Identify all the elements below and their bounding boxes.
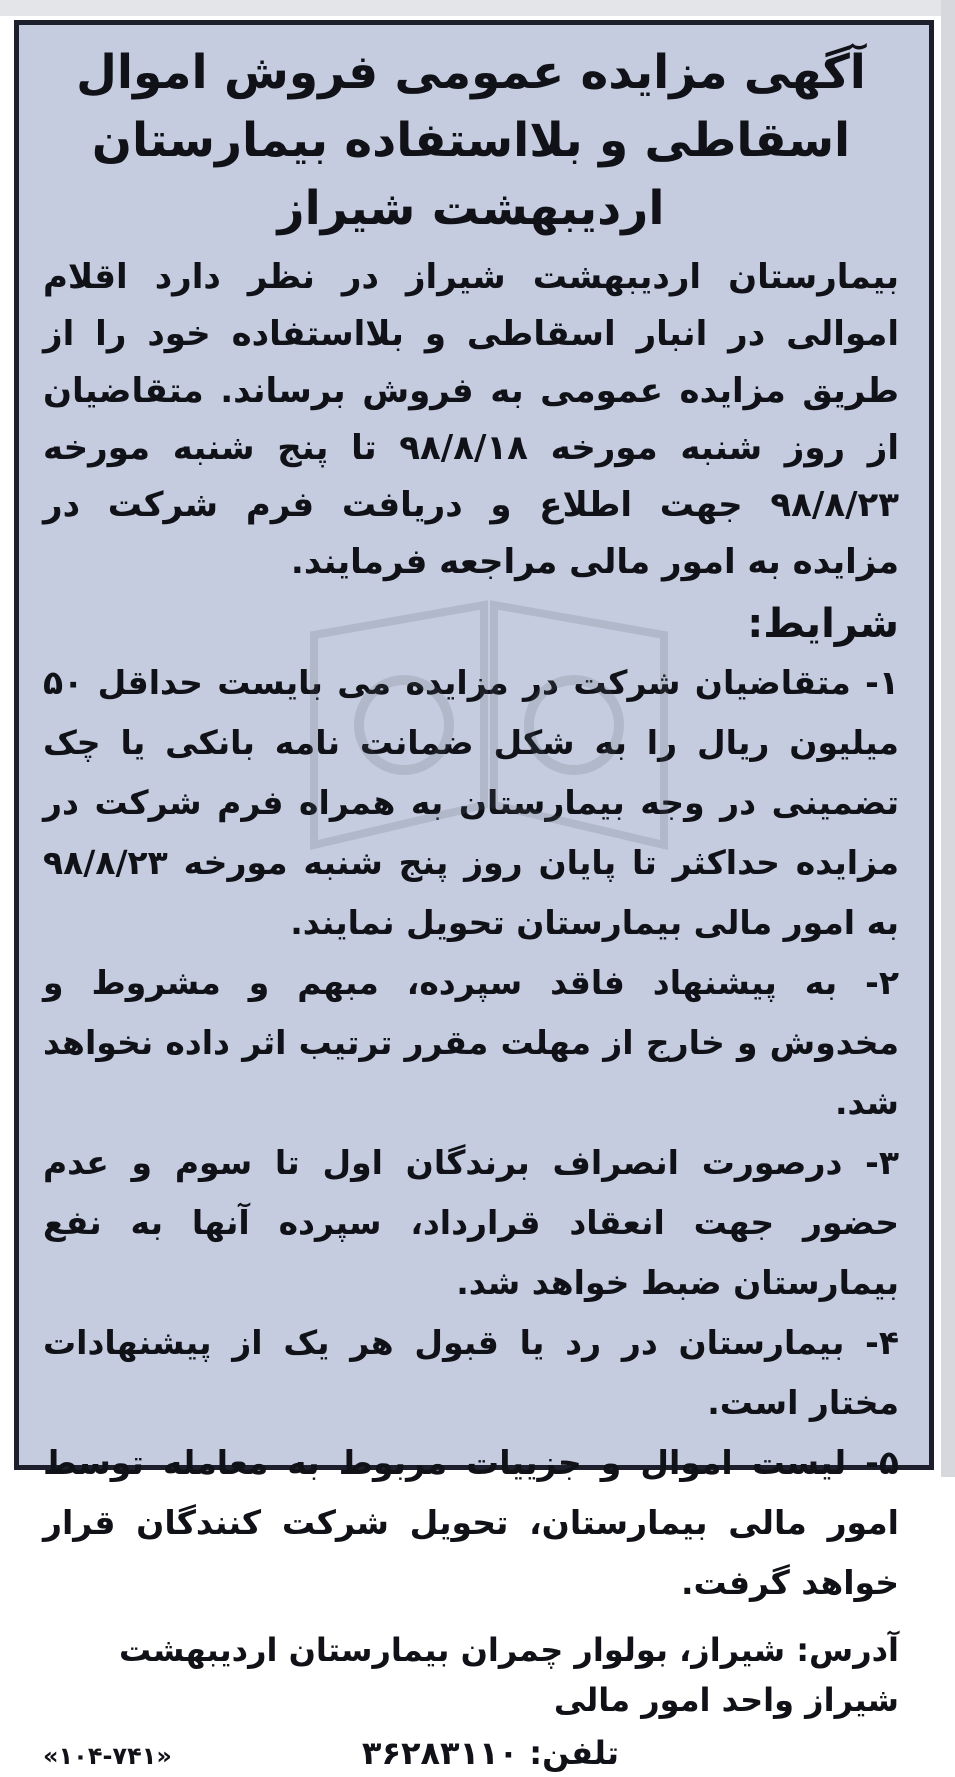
notice-intro: بیمارستان اردیبهشت شیراز در نظر دارد اقلام اموالی در انبار اسقاطی و بلااستفاده خود را از طریق مزایده عمومی به فروش برساند. متقاضیان از روز شنبه مورخه ۹۸/۸/۱۸ تا پنج شنبه مورخه ۹۸/۸/۲۳ جهت اطلاع و دریافت فرم شرکت در مزایده به امور مالی مراجعه فرمایند. (43, 257, 899, 582)
auction-notice (14, 20, 934, 1772)
page-top-margin (0, 0, 955, 16)
notice-phone: تلفن: ۳۶۲۸۳۱۱۰ (361, 1734, 619, 1772)
page-right-margin (941, 0, 955, 1477)
condition-item: ۵- لیست اموال و جزییات مربوط به معامله توسط امور مالی بیمارستان، تحویل شرکت کنندگان قرار خواهد گرفت. (43, 1443, 899, 1602)
condition-item: ۱- متقاضیان شرکت در مزایده می بایست حداقل ۵۰ میلیون ریال را به شکل ضمانت نامه بانکی یا چک تضمینی در وجه بیمارستان به همراه فرم شرکت در مزایده حداکثر تا پایان روز پنج شنبه مورخه ۹۸/۸/۲۳ به امور مالی بیمارستان تحویل نمایند. (43, 663, 899, 942)
notice-address: آدرس: شیراز، بولوار چمران بیمارستان اردیبهشت شیراز واحد امور مالی (119, 1631, 899, 1719)
notice-footer (43, 1729, 899, 1777)
condition-item: ۴- بیمارستان در رد یا قبول هر یک از پیشنهادات مختار است. (43, 1323, 899, 1422)
notice-headline: آگهی مزایده عمومی فروش اموال اسقاطی و بلااستفاده بیمارستان اردیبهشت شیراز (76, 45, 866, 236)
notice-ref-code: «۱۰۴-۷۴۱» (43, 1742, 172, 1770)
conditions-title: شرایط: (747, 601, 899, 647)
conditions-list (43, 653, 899, 1613)
condition-item: ۲- به پیشنهاد فاقد سپرده، مبهم و مشروط و مخدوش و خارج از مهلت مقرر ترتیب اثر داده نخواهد شد. (43, 963, 899, 1122)
condition-item: ۳- درصورت انصراف برندگان اول تا سوم و عدم حضور جهت انعقاد قرارداد، سپرده آنها به نفع بیمارستان ضبط خواهد شد. (43, 1143, 899, 1302)
